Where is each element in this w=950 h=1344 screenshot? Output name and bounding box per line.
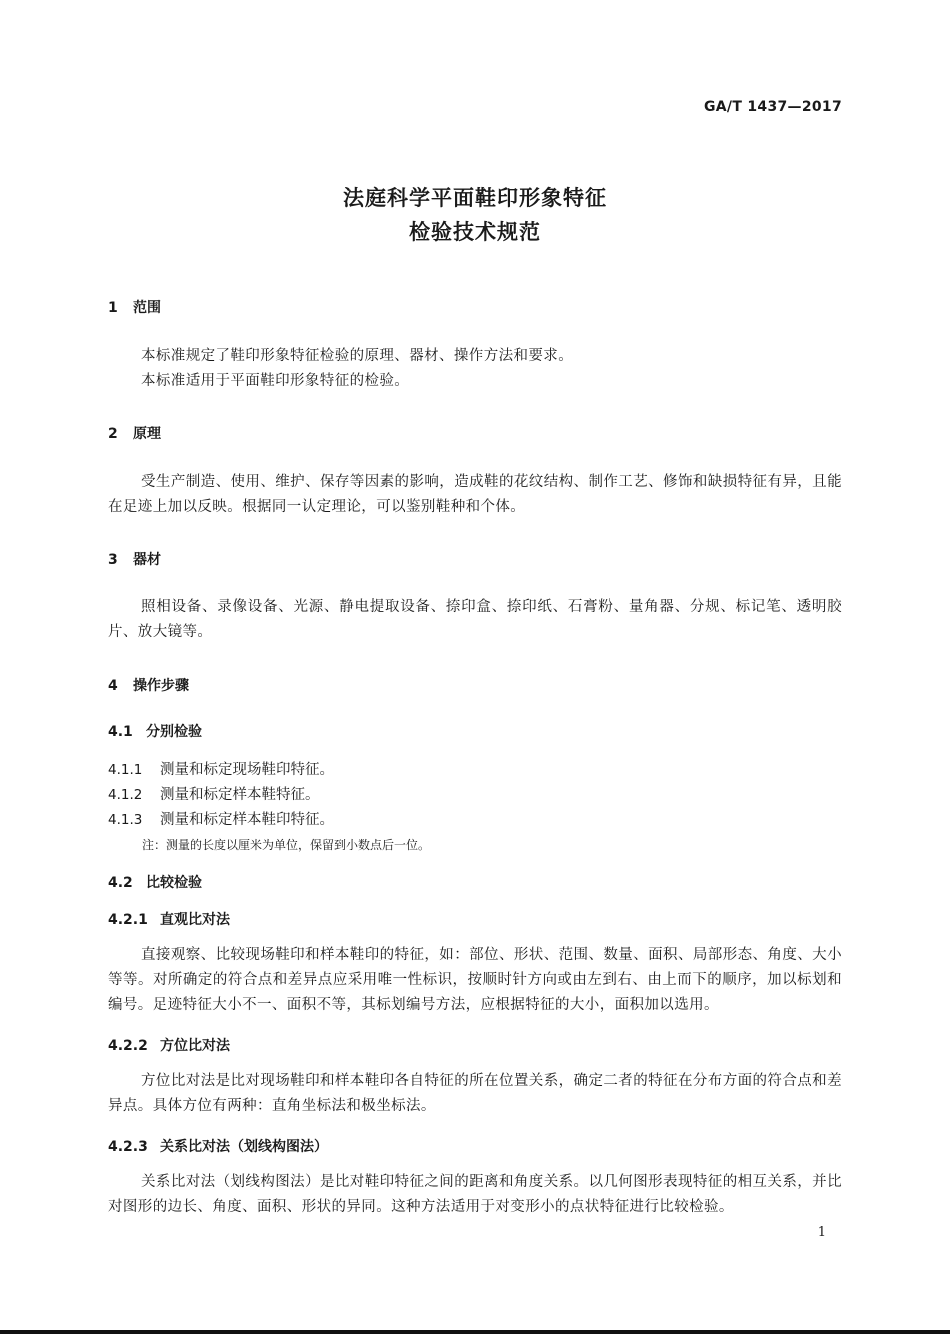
page-number: 1 (817, 1225, 826, 1240)
measurement-note: 注：测量的长度以厘米为单位，保留到小数点后一位。 (142, 838, 431, 852)
section-4-1-heading (108, 721, 202, 741)
section-number: 1 (108, 300, 118, 316)
item-text: 测量和标定样本鞋印特征。 (160, 812, 334, 828)
section-4-2-heading (108, 872, 202, 892)
section-1-paragraph-1: 本标准规定了鞋印形象特征检验的原理、器材、操作方法和要求。 (141, 348, 574, 364)
list-item (108, 758, 334, 779)
item-text: 测量和标定样本鞋特征。 (160, 787, 320, 803)
section-2-heading (108, 423, 161, 443)
standard-code: GA/T 1437—2017 (704, 99, 842, 115)
section-1-heading (108, 297, 161, 317)
section-4-2-2-heading (108, 1035, 230, 1055)
section-3-heading (108, 549, 161, 569)
section-title: 比较检验 (146, 875, 202, 891)
document-title-line2: 检验技术规范 (409, 220, 541, 244)
section-4-2-2-paragraph-1: 方位比对法是比对现场鞋印和样本鞋印各自特征的所在位置关系，确定二者的特征在分布方面的符合点和差异点。具体方位有两种：直角坐标法和极坐标法。 (108, 1073, 842, 1114)
list-item (108, 808, 334, 829)
section-title: 原理 (133, 426, 161, 442)
section-4-heading (108, 675, 189, 695)
section-title: 关系比对法（划线构图法） (160, 1139, 328, 1155)
section-title: 范围 (133, 300, 161, 316)
bottom-rule (0, 1330, 950, 1334)
section-3-paragraph-1: 照相设备、录像设备、光源、静电提取设备、捺印盒、捺印纸、石膏粉、量角器、分规、标记笔、透明胶片、放大镜等。 (108, 599, 842, 640)
section-title: 分别检验 (146, 724, 202, 740)
section-4-2-1-heading (108, 909, 230, 929)
document-title-line1: 法庭科学平面鞋印形象特征 (343, 186, 607, 210)
section-4-2-3-paragraph-1: 关系比对法（划线构图法）是比对鞋印特征之间的距离和角度关系。以几何图形表现特征的相互关系，并比对图形的边长、角度、面积、形状的异同。这种方法适用于对变形小的点状特征进行比较检验。 (108, 1174, 842, 1215)
section-1-paragraph-2: 本标准适用于平面鞋印形象特征的检验。 (141, 373, 410, 389)
section-number: 4 (108, 678, 118, 694)
section-number: 4.1 (108, 724, 133, 740)
item-number: 4.1.1 (108, 762, 143, 778)
section-title: 器材 (133, 552, 161, 568)
item-number: 4.1.3 (108, 812, 143, 828)
section-number: 3 (108, 552, 118, 568)
section-title: 操作步骤 (133, 678, 189, 694)
section-number: 4.2.2 (108, 1038, 148, 1054)
section-4-2-3-heading (108, 1136, 328, 1156)
section-4-2-1-paragraph-1: 直接观察、比较现场鞋印和样本鞋印的特征，如：部位、形状、范围、数量、面积、局部形态、角度、大小等等。对所确定的符合点和差异点应采用唯一性标识，按顺时针方向或由左到右、由上而下的顺序，加以标划和编号。足迹特征大小不一、面积不等，其标划编号方法，应根据特征的大小，面积加以选用。 (108, 947, 842, 1013)
section-number: 4.2.3 (108, 1139, 148, 1155)
item-text: 测量和标定现场鞋印特征。 (160, 762, 334, 778)
section-title: 直观比对法 (160, 912, 230, 928)
list-item (108, 783, 320, 804)
section-number: 2 (108, 426, 118, 442)
section-title: 方位比对法 (160, 1038, 230, 1054)
item-number: 4.1.2 (108, 787, 143, 803)
section-number: 4.2.1 (108, 912, 148, 928)
section-number: 4.2 (108, 875, 133, 891)
section-2-paragraph-1: 受生产制造、使用、维护、保存等因素的影响，造成鞋的花纹结构、制作工艺、修饰和缺损特征有异，且能在足迹上加以反映。根据同一认定理论，可以鉴别鞋种和个体。 (108, 474, 842, 515)
